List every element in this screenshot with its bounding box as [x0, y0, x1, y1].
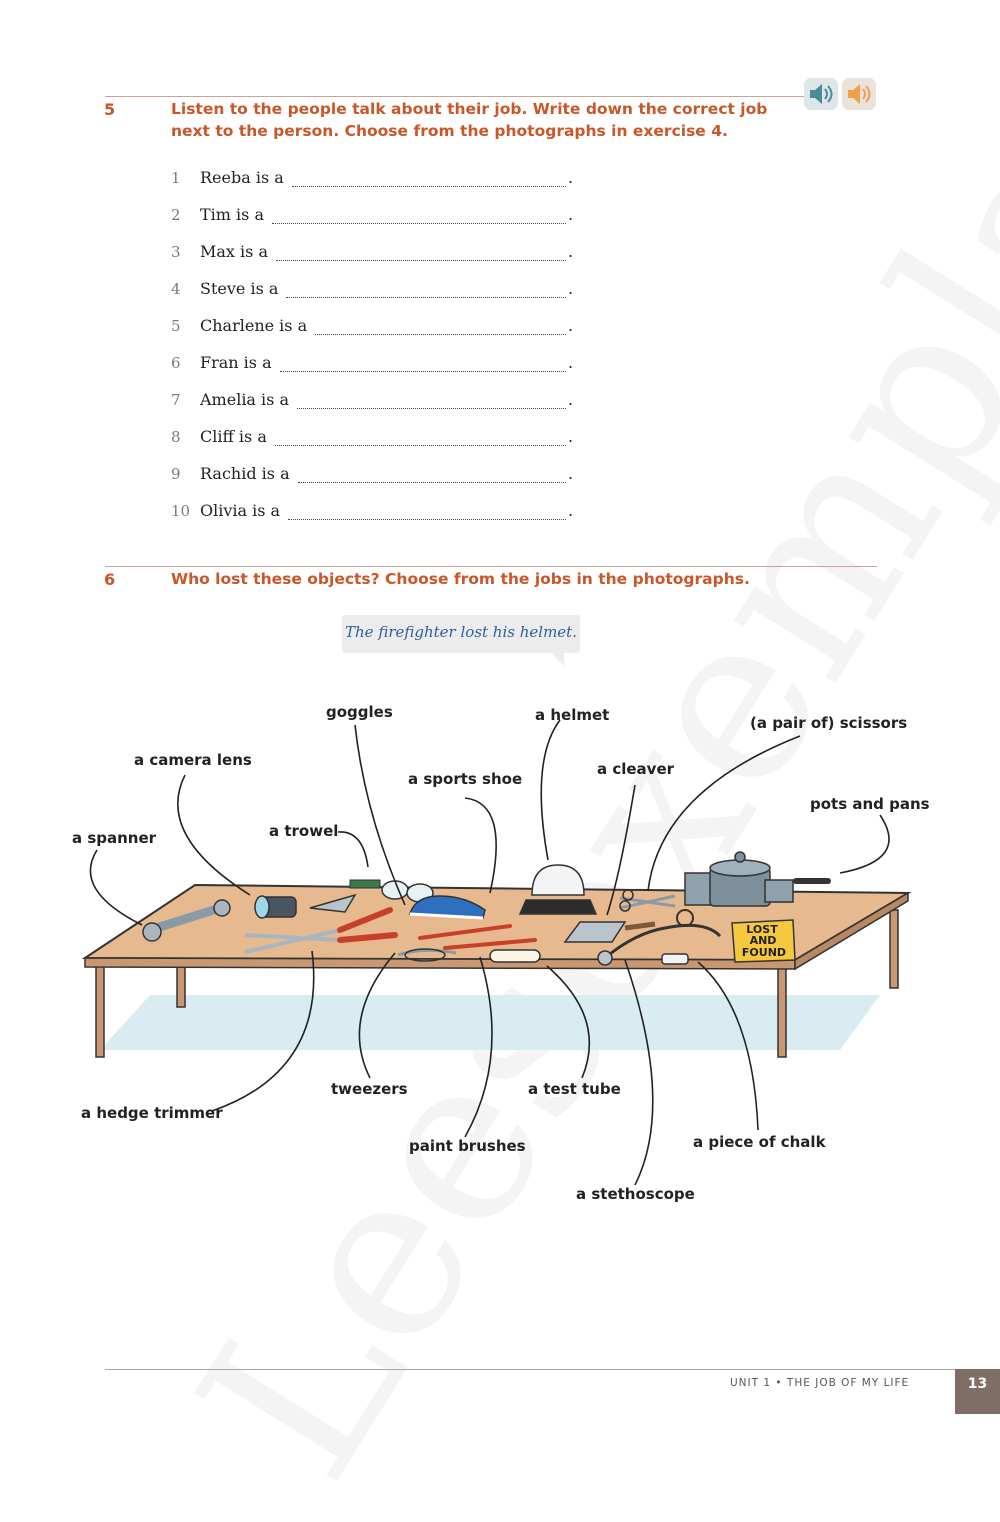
item-period: . [568, 353, 574, 372]
item-period: . [568, 501, 574, 520]
answer-line[interactable] [292, 186, 566, 187]
answer-row [171, 316, 574, 340]
label-cleaver: a cleaver [597, 760, 675, 778]
answer-line[interactable] [280, 371, 566, 372]
sign-line-1: LOST [746, 923, 778, 936]
answer-row [171, 242, 574, 266]
item-prompt: Amelia is a [200, 390, 290, 409]
label-trowel: a trowel [269, 822, 339, 840]
label-sports-shoe: a sports shoe [408, 770, 523, 788]
answer-line[interactable] [286, 297, 566, 298]
answer-line[interactable] [276, 260, 566, 261]
item-number: 1 [171, 169, 181, 187]
table-leg [890, 910, 898, 988]
item-period: . [568, 427, 574, 446]
sign-line-3: FOUND [741, 946, 787, 959]
item-period: . [568, 464, 574, 483]
item-prompt: Steve is a [200, 279, 279, 298]
arrow-stethoscope [625, 960, 653, 1185]
label-helmet: a helmet [535, 706, 610, 724]
item-period: . [568, 242, 574, 261]
item-prompt: Max is a [200, 242, 268, 261]
instruction-line-1: Listen to the people talk about their job. Write down the correct job [171, 100, 768, 118]
item-number: 2 [171, 206, 181, 224]
audio-button-orange[interactable] [842, 78, 876, 110]
camera-lens-object [255, 896, 296, 918]
table-leg [177, 965, 185, 1007]
chalk-object [662, 954, 688, 964]
audio-button-teal[interactable] [804, 78, 838, 110]
instruction-line-2: next to the person. Choose from the photographs in exercise 4. [171, 122, 728, 140]
test-tube-object [490, 950, 540, 962]
arrow-goggles [355, 725, 405, 905]
speaker-icon [804, 78, 838, 110]
exercise-6-number: 6 [104, 570, 116, 589]
table-leg [96, 965, 104, 1057]
answer-line[interactable] [297, 408, 566, 409]
item-number: 10 [171, 502, 191, 520]
item-number: 6 [171, 354, 181, 372]
item-prompt: Olivia is a [200, 501, 281, 520]
example-speech-bubble [342, 615, 580, 653]
arrow-pots-and-pans [840, 815, 889, 873]
answer-line[interactable] [275, 445, 566, 446]
item-number: 3 [171, 243, 181, 261]
item-prompt: Charlene is a [200, 316, 308, 335]
answer-row [171, 279, 574, 303]
item-number: 7 [171, 391, 181, 409]
label-scissors: (a pair of) scissors [750, 714, 908, 732]
answer-line[interactable] [288, 519, 566, 520]
label-pots-and-pans: pots and pans [810, 795, 930, 813]
item-period: . [568, 168, 574, 187]
label-tweezers: tweezers [331, 1080, 408, 1098]
footer-rule [105, 1369, 955, 1370]
label-spanner: a spanner [72, 829, 157, 847]
item-prompt: Reeba is a [200, 168, 284, 187]
answer-row [171, 427, 574, 451]
arrow-camera-lens [178, 775, 250, 895]
arrow-spanner [90, 850, 142, 925]
item-period: . [568, 390, 574, 409]
example-sentence: The firefighter lost his helmet. [345, 623, 577, 641]
answer-row [171, 501, 574, 525]
exercise-5-rule [105, 96, 805, 97]
arrow-trowel [338, 832, 368, 867]
page-number: 13 [955, 1369, 1000, 1414]
answer-line[interactable] [272, 223, 566, 224]
item-prompt: Cliff is a [200, 427, 267, 446]
label-paint-brushes: paint brushes [409, 1137, 526, 1155]
table-leg [778, 965, 786, 1057]
exercise-5-number: 5 [104, 100, 116, 119]
item-period: . [568, 205, 574, 224]
item-number: 5 [171, 317, 181, 335]
answer-row [171, 464, 574, 488]
arrow-helmet [541, 720, 560, 860]
footer-unit-title: UNIT 1 • THE JOB OF MY LIFE [730, 1377, 910, 1389]
label-chalk: a piece of chalk [693, 1133, 826, 1151]
answer-row [171, 390, 574, 414]
label-test-tube: a test tube [528, 1080, 621, 1098]
sign-line-2: AND [749, 934, 777, 947]
answer-line[interactable] [315, 334, 566, 335]
answer-row [171, 205, 574, 229]
item-period: . [568, 279, 574, 298]
answer-row [171, 353, 574, 377]
item-number: 8 [171, 428, 181, 446]
answer-row [171, 168, 574, 192]
exercise-6-rule [105, 566, 877, 567]
item-period: . [568, 316, 574, 335]
label-hedge-trimmer: a hedge trimmer [81, 1104, 223, 1122]
item-number: 4 [171, 280, 181, 298]
label-stethoscope: a stethoscope [576, 1185, 695, 1203]
label-camera-lens: a camera lens [134, 751, 252, 769]
item-prompt: Rachid is a [200, 464, 290, 483]
item-number: 9 [171, 465, 181, 483]
answer-line[interactable] [298, 482, 566, 483]
label-goggles: goggles [326, 703, 393, 721]
exercise-5-instruction [171, 98, 767, 142]
item-prompt: Fran is a [200, 353, 272, 372]
speaker-icon [842, 78, 876, 110]
exercise-6-instruction: Who lost these objects? Choose from the jobs in the photographs. [171, 570, 750, 588]
arrow-sports-shoe [465, 798, 496, 893]
speech-bubble-tail [550, 652, 564, 666]
item-prompt: Tim is a [200, 205, 264, 224]
